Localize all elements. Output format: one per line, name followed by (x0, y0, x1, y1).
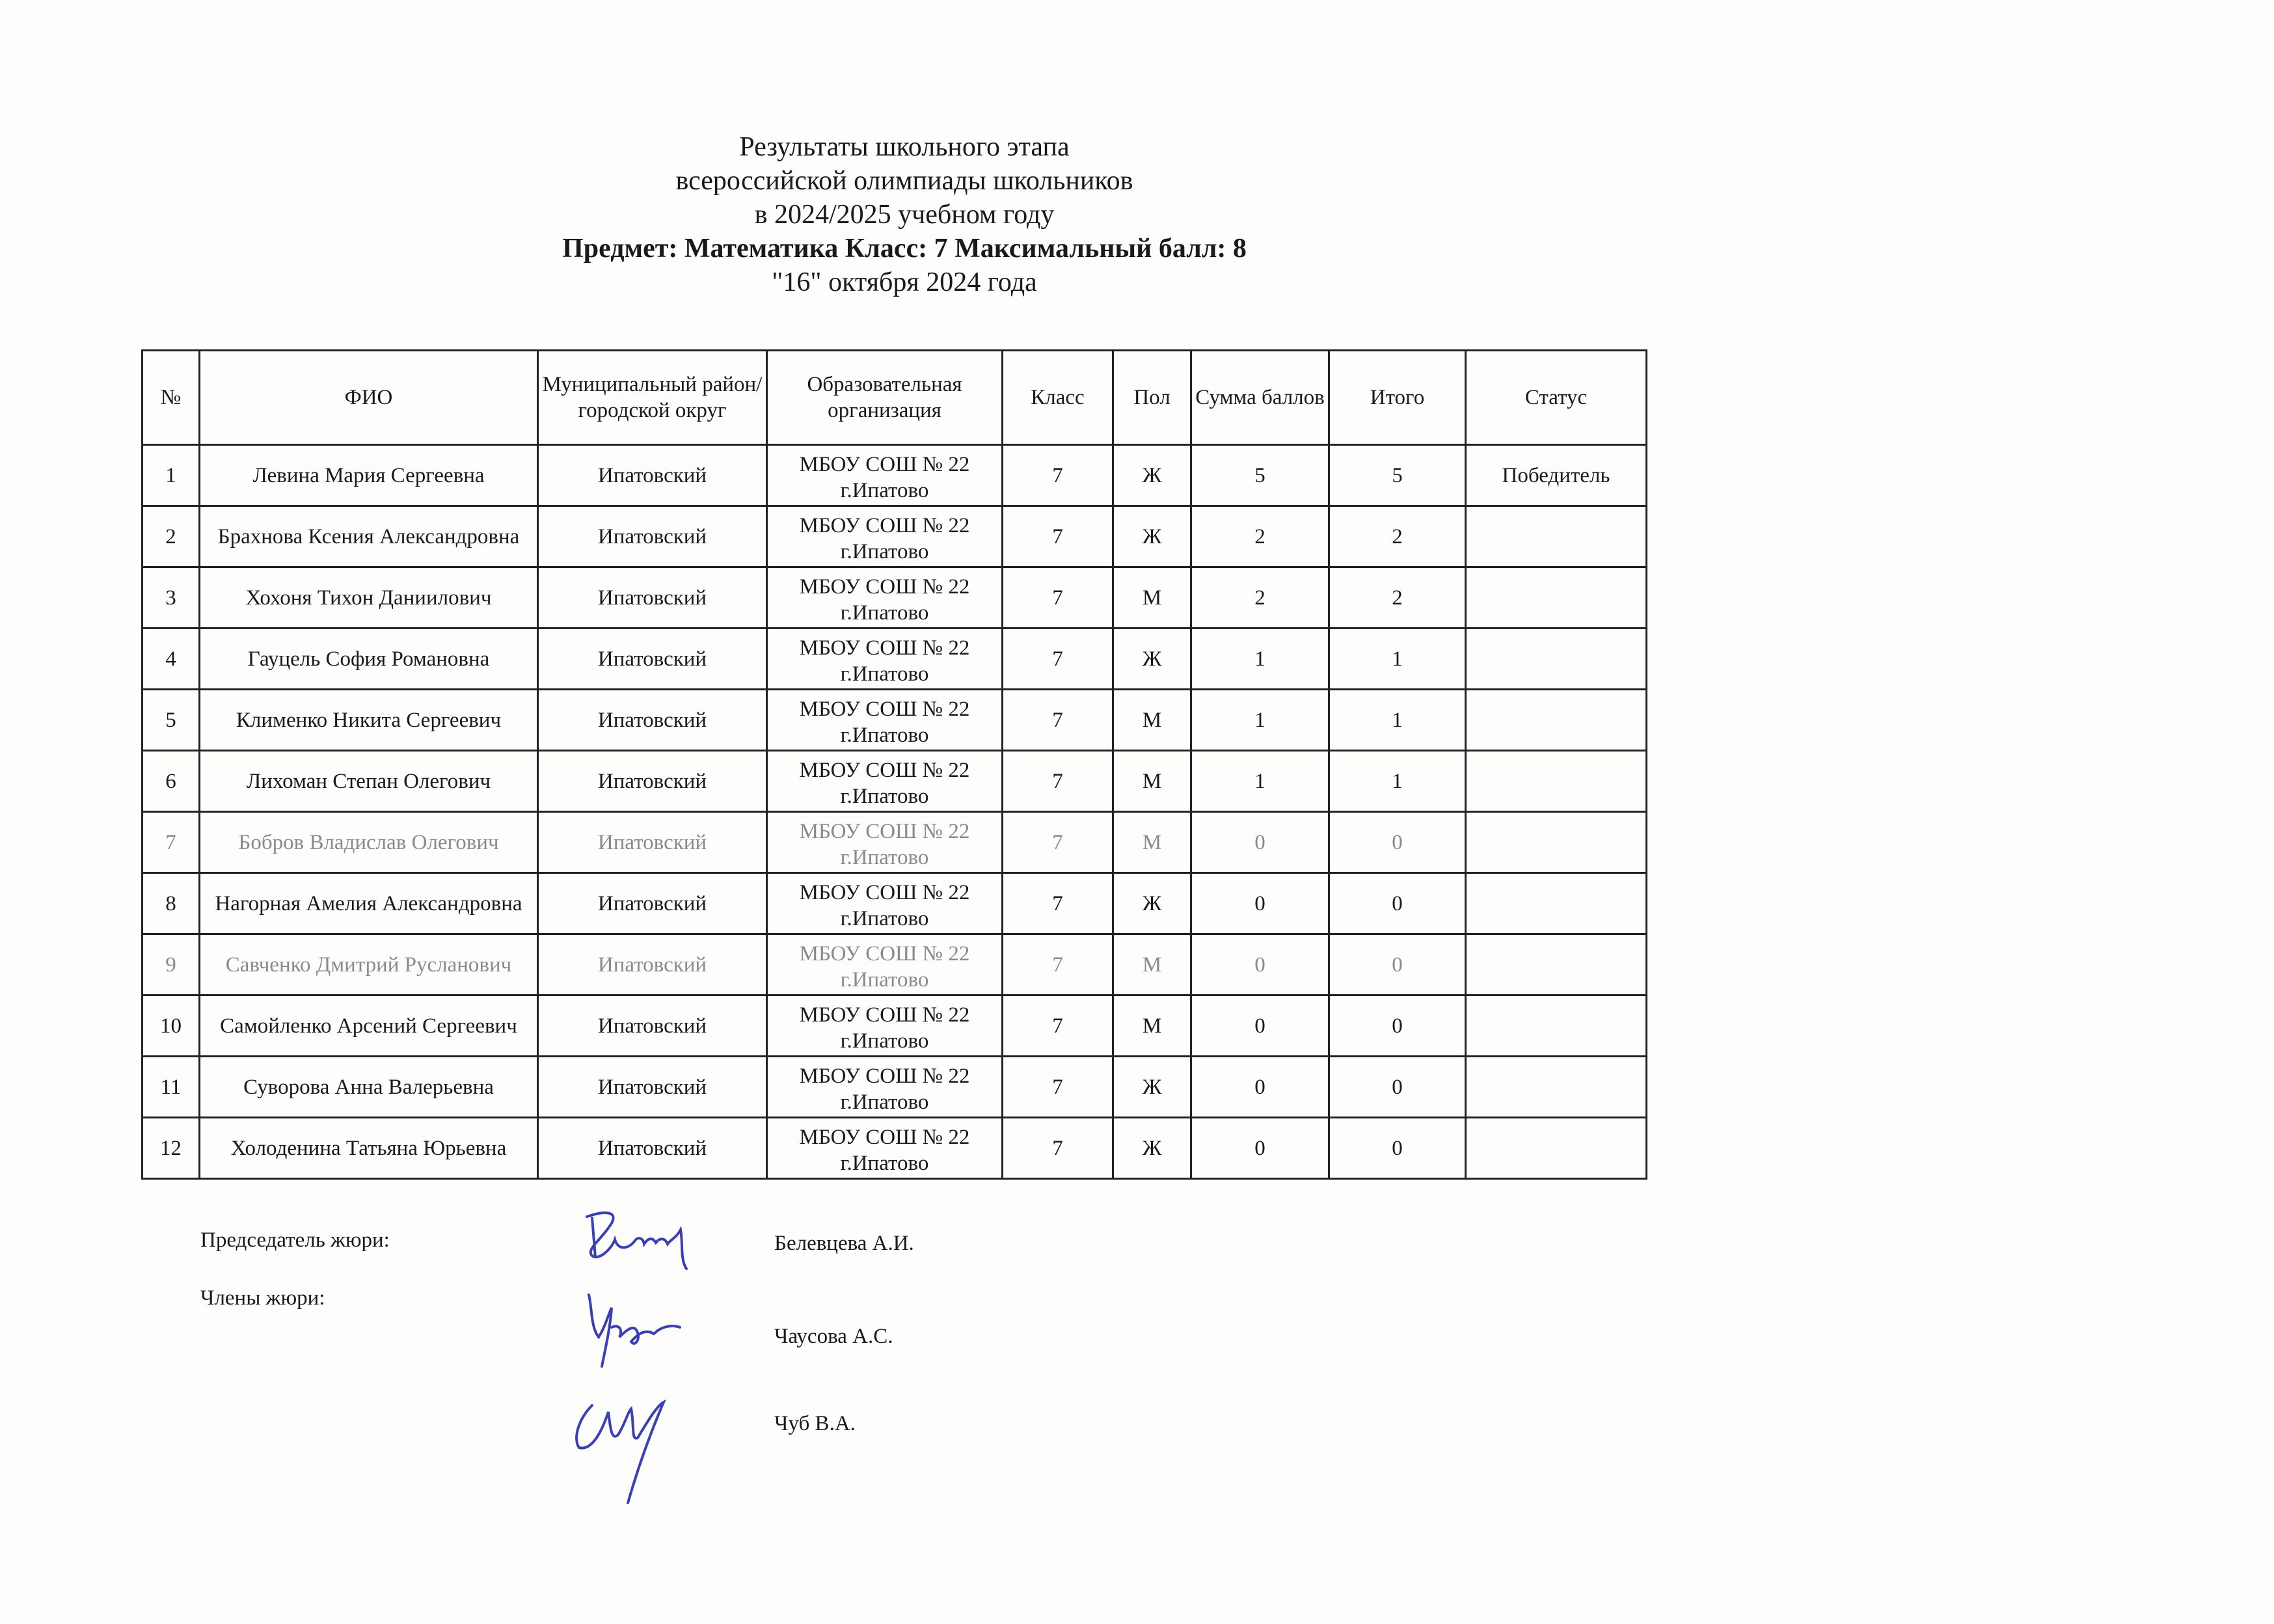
results-table (141, 349, 1647, 1180)
cell-grade: 7 (1003, 567, 1113, 629)
cell-num: 12 (142, 1118, 200, 1179)
cell-district: Ипатовский (538, 445, 767, 506)
cell-sum: 2 (1191, 506, 1329, 567)
cell-org: МБОУ СОШ № 22 г.Ипатово (767, 567, 1003, 629)
cell-org: МБОУ СОШ № 22 г.Ипатово (767, 1057, 1003, 1118)
cell-fio: Савченко Дмитрий Русланович (200, 934, 538, 995)
title-line-3: в 2024/2025 учебном году (754, 200, 1055, 230)
cell-status (1466, 751, 1647, 812)
cell-sum: 0 (1191, 995, 1329, 1057)
date-line: "16" октября 2024 года (772, 267, 1037, 297)
cell-district: Ипатовский (538, 751, 767, 812)
cell-num: 8 (142, 873, 200, 934)
header-org: Образовательная организация (767, 351, 1003, 445)
cell-org: МБОУ СОШ № 22 г.Ипатово (767, 873, 1003, 934)
table-row (142, 995, 1647, 1057)
cell-num: 4 (142, 629, 200, 690)
cell-fio: Лихоман Степан Олегович (200, 751, 538, 812)
cell-org: МБОУ СОШ № 22 г.Ипатово (767, 445, 1003, 506)
cell-fio: Брахнова Ксения Александровна (200, 506, 538, 567)
cell-sum: 0 (1191, 812, 1329, 873)
cell-grade: 7 (1003, 934, 1113, 995)
cell-sex: М (1113, 934, 1191, 995)
cell-num: 1 (142, 445, 200, 506)
cell-sex: М (1113, 751, 1191, 812)
cell-org: МБОУ СОШ № 22 г.Ипатово (767, 751, 1003, 812)
chair-signature (573, 1204, 703, 1275)
cell-district: Ипатовский (538, 629, 767, 690)
cell-district: Ипатовский (538, 812, 767, 873)
cell-fio: Гауцель София Романовна (200, 629, 538, 690)
cell-status (1466, 506, 1647, 567)
member2-name: Чуб В.А. (774, 1412, 856, 1435)
cell-grade: 7 (1003, 629, 1113, 690)
cell-status (1466, 690, 1647, 751)
cell-sum: 1 (1191, 690, 1329, 751)
header-grade: Класс (1003, 351, 1113, 445)
cell-total: 2 (1329, 567, 1466, 629)
cell-grade: 7 (1003, 445, 1113, 506)
cell-num: 6 (142, 751, 200, 812)
member1-name: Чаусова А.С. (774, 1325, 893, 1348)
cell-total: 0 (1329, 873, 1466, 934)
cell-district: Ипатовский (538, 1057, 767, 1118)
cell-total: 2 (1329, 506, 1466, 567)
cell-fio: Самойленко Арсений Сергеевич (200, 995, 538, 1057)
table-row (142, 812, 1647, 873)
title-line-2: всероссийской олимпиады школьников (675, 166, 1133, 196)
cell-grade: 7 (1003, 1057, 1113, 1118)
cell-status (1466, 1057, 1647, 1118)
cell-district: Ипатовский (538, 567, 767, 629)
cell-fio: Левина Мария Сергеевна (200, 445, 538, 506)
cell-fio: Хохоня Тихон Даниилович (200, 567, 538, 629)
cell-sex: Ж (1113, 873, 1191, 934)
cell-sex: М (1113, 690, 1191, 751)
cell-status (1466, 812, 1647, 873)
table-row (142, 751, 1647, 812)
cell-fio: Бобров Владислав Олегович (200, 812, 538, 873)
cell-sum: 1 (1191, 751, 1329, 812)
header-total: Итого (1329, 351, 1466, 445)
cell-total: 1 (1329, 629, 1466, 690)
cell-grade: 7 (1003, 506, 1113, 567)
chair-label: Председатель жюри: (200, 1228, 390, 1252)
cell-total: 1 (1329, 751, 1466, 812)
cell-fio: Холоденина Татьяна Юрьевна (200, 1118, 538, 1179)
title-line-1: Результаты школьного этапа (739, 132, 1070, 162)
cell-num: 7 (142, 812, 200, 873)
cell-sex: Ж (1113, 629, 1191, 690)
cell-sum: 5 (1191, 445, 1329, 506)
table-row (142, 567, 1647, 629)
cell-status (1466, 873, 1647, 934)
cell-status (1466, 995, 1647, 1057)
cell-grade: 7 (1003, 995, 1113, 1057)
cell-sex: Ж (1113, 506, 1191, 567)
cell-grade: 7 (1003, 812, 1113, 873)
table-row (142, 506, 1647, 567)
table-row (142, 934, 1647, 995)
header-district: Муниципальный район/городской округ (538, 351, 767, 445)
cell-num: 10 (142, 995, 200, 1057)
table-header-row (142, 351, 1647, 445)
cell-sex: Ж (1113, 1118, 1191, 1179)
cell-org: МБОУ СОШ № 22 г.Ипатово (767, 934, 1003, 995)
document-header (0, 130, 1809, 299)
cell-district: Ипатовский (538, 995, 767, 1057)
cell-org: МБОУ СОШ № 22 г.Ипатово (767, 506, 1003, 567)
cell-num: 9 (142, 934, 200, 995)
header-sex: Пол (1113, 351, 1191, 445)
cell-district: Ипатовский (538, 506, 767, 567)
cell-sum: 1 (1191, 629, 1329, 690)
table-row (142, 873, 1647, 934)
cell-num: 2 (142, 506, 200, 567)
cell-sum: 0 (1191, 1057, 1329, 1118)
cell-num: 5 (142, 690, 200, 751)
cell-org: МБОУ СОШ № 22 г.Ипатово (767, 995, 1003, 1057)
cell-sex: М (1113, 995, 1191, 1057)
cell-total: 1 (1329, 690, 1466, 751)
cell-sum: 0 (1191, 1118, 1329, 1179)
cell-total: 0 (1329, 934, 1466, 995)
cell-total: 0 (1329, 995, 1466, 1057)
cell-num: 3 (142, 567, 200, 629)
cell-org: МБОУ СОШ № 22 г.Ипатово (767, 1118, 1003, 1179)
header-num: № (142, 351, 200, 445)
header-sum: Сумма баллов (1191, 351, 1329, 445)
cell-total: 0 (1329, 1057, 1466, 1118)
cell-org: МБОУ СОШ № 22 г.Ипатово (767, 690, 1003, 751)
cell-grade: 7 (1003, 751, 1113, 812)
chair-name: Белевцева А.И. (774, 1232, 914, 1255)
cell-total: 5 (1329, 445, 1466, 506)
cell-sum: 2 (1191, 567, 1329, 629)
cell-status: Победитель (1466, 445, 1647, 506)
subject-line: Предмет: Математика Класс: 7 Максимальный балл: 8 (562, 234, 1247, 264)
member2-signature (566, 1386, 709, 1509)
table-row (142, 1057, 1647, 1118)
cell-fio: Клименко Никита Сергеевич (200, 690, 538, 751)
table-row (142, 690, 1647, 751)
cell-status (1466, 1118, 1647, 1179)
header-fio: ФИО (200, 351, 538, 445)
table-row (142, 629, 1647, 690)
cell-sex: Ж (1113, 445, 1191, 506)
cell-status (1466, 629, 1647, 690)
cell-sex: М (1113, 812, 1191, 873)
cell-district: Ипатовский (538, 873, 767, 934)
cell-num: 11 (142, 1057, 200, 1118)
cell-grade: 7 (1003, 1118, 1113, 1179)
member1-signature (573, 1288, 703, 1373)
cell-sex: Ж (1113, 1057, 1191, 1118)
cell-status (1466, 567, 1647, 629)
cell-total: 0 (1329, 1118, 1466, 1179)
header-status: Статус (1466, 351, 1647, 445)
cell-org: МБОУ СОШ № 22 г.Ипатово (767, 629, 1003, 690)
cell-grade: 7 (1003, 873, 1113, 934)
cell-total: 0 (1329, 812, 1466, 873)
cell-status (1466, 934, 1647, 995)
cell-district: Ипатовский (538, 934, 767, 995)
table-row (142, 445, 1647, 506)
table-row (142, 1118, 1647, 1179)
cell-district: Ипатовский (538, 690, 767, 751)
cell-sum: 0 (1191, 934, 1329, 995)
cell-sum: 0 (1191, 873, 1329, 934)
cell-org: МБОУ СОШ № 22 г.Ипатово (767, 812, 1003, 873)
cell-sex: М (1113, 567, 1191, 629)
members-label: Члены жюри: (200, 1286, 325, 1310)
cell-fio: Нагорная Амелия Александровна (200, 873, 538, 934)
cell-fio: Суворова Анна Валерьевна (200, 1057, 538, 1118)
cell-grade: 7 (1003, 690, 1113, 751)
cell-district: Ипатовский (538, 1118, 767, 1179)
